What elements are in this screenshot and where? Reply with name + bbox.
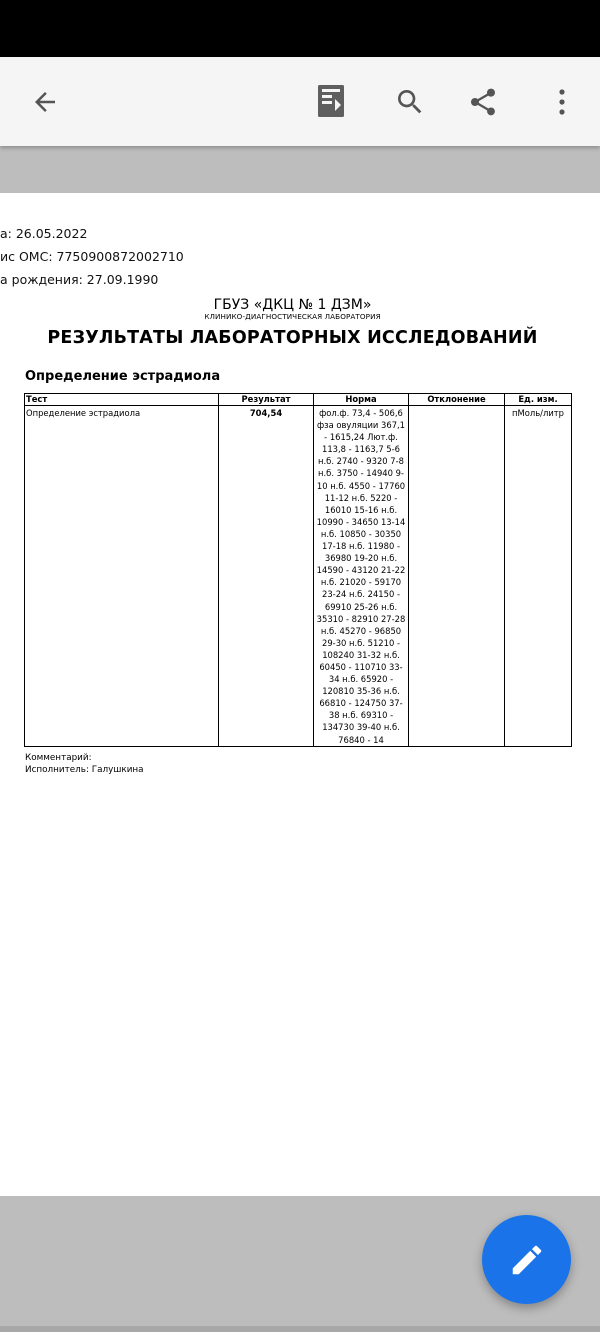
reference-range-line: н.б. 45270 - 96850 [320,625,402,636]
status-bar [0,0,600,57]
organization-name: ГБУЗ «ДКЦ № 1 ДЗМ» [213,297,372,313]
share-icon [467,86,499,118]
search-button[interactable] [386,78,434,126]
reference-range-line: 29-30 н.б. 51210 - [322,637,400,648]
collection-date: а: 26.05.2022 [0,226,88,241]
reference-range-line: - 1615,24 Лют.ф. [324,432,398,443]
pencil-icon [508,1241,546,1279]
reference-range-line: 113,8 - 1163,7 5-6 [322,444,400,455]
reference-range-line: фза овуляции 367,1 [316,420,406,431]
header-test: Тест [25,394,219,406]
reference-range-line: 34 н.б. 65920 - [328,674,394,685]
header-result: Результат [219,394,314,406]
reference-range-cell [314,406,409,747]
back-button[interactable] [21,78,69,126]
reference-range-line: 11-12 н.б. 5220 - [324,492,398,503]
section-title: Определение эстрадиола [25,369,221,384]
reference-range-line: фол.ф. 73,4 - 506,6 [319,408,403,418]
table-header-row [25,394,572,406]
results-table [24,393,572,747]
document-page[interactable] [0,193,600,1196]
reference-range-line: 120810 35-36 н.б. [322,686,400,697]
reference-range-line: 38 н.б. 69310 - [328,710,394,721]
reference-range-line: 10 н.б. 4550 - 17760 [316,480,406,491]
result-value-cell: 704,54 [219,406,314,747]
reference-range-line: 134730 39-40 н.б. [322,722,400,733]
reference-range-line: 76840 - 14 [338,734,384,745]
share-button[interactable] [459,78,507,126]
reference-range-line: 10990 - 34650 13-14 [316,516,406,527]
reference-range-line: 35310 - 82910 27-28 [316,613,406,624]
header-norm: Норма [314,394,409,406]
reference-range-line: 14590 - 43120 21-22 [316,565,406,576]
reference-range-line: 108240 31-32 н.б. [322,649,400,660]
arrow-left-icon [30,87,60,117]
document-layout-icon [317,84,345,118]
reference-range-line: н.б. 3750 - 14940 9- [318,468,404,479]
reference-range-line: 60450 - 110710 33- [319,661,403,672]
reference-range-line: н.б. 2740 - 9320 7-8 [318,456,404,467]
app-toolbar [0,57,600,146]
unit-cell: пМоль/литр [505,406,572,747]
more-vert-icon [558,88,566,116]
deviation-cell [409,406,505,747]
reference-range-line: 36980 19-20 н.б. [324,553,398,564]
more-options-button[interactable] [538,78,586,126]
bottom-edge [0,1326,600,1332]
header-deviation: Отклонение [409,394,505,406]
oms-policy: ис ОМС: 7750900872002710 [0,249,184,264]
reference-range-line: 17-18 н.б. 11980 - [322,541,400,552]
edit-fab-button[interactable] [482,1215,571,1304]
reference-range-line: н.б. 21020 - 59170 [320,577,402,588]
document-title: РЕЗУЛЬТАТЫ ЛАБОРАТОРНЫХ ИССЛЕДОВАНИЙ [47,328,538,348]
comment-label: Комментарий: [25,753,92,763]
reference-range-line: 66810 - 124750 37- [319,698,403,709]
search-icon [394,86,426,118]
reference-range-line: 16010 15-16 н.б. [324,504,398,515]
test-name-cell: Определение эстрадиола [25,406,219,747]
document-view-button[interactable] [307,77,355,125]
reference-range-line: 69910 25-26 н.б. [324,601,398,612]
birth-date: а рождения: 27.09.1990 [0,272,159,287]
table-row [25,406,572,747]
reference-range-line: 23-24 н.б. 24150 - [322,589,400,600]
performer-label: Исполнитель: Галушкина [25,765,144,775]
laboratory-name: КЛИНИКО-ДИАГНОСТИЧЕСКАЯ ЛАБОРАТОРИЯ [204,312,381,321]
header-unit: Ед. изм. [505,394,572,406]
reference-range-line: н.б. 10850 - 30350 [320,528,402,539]
